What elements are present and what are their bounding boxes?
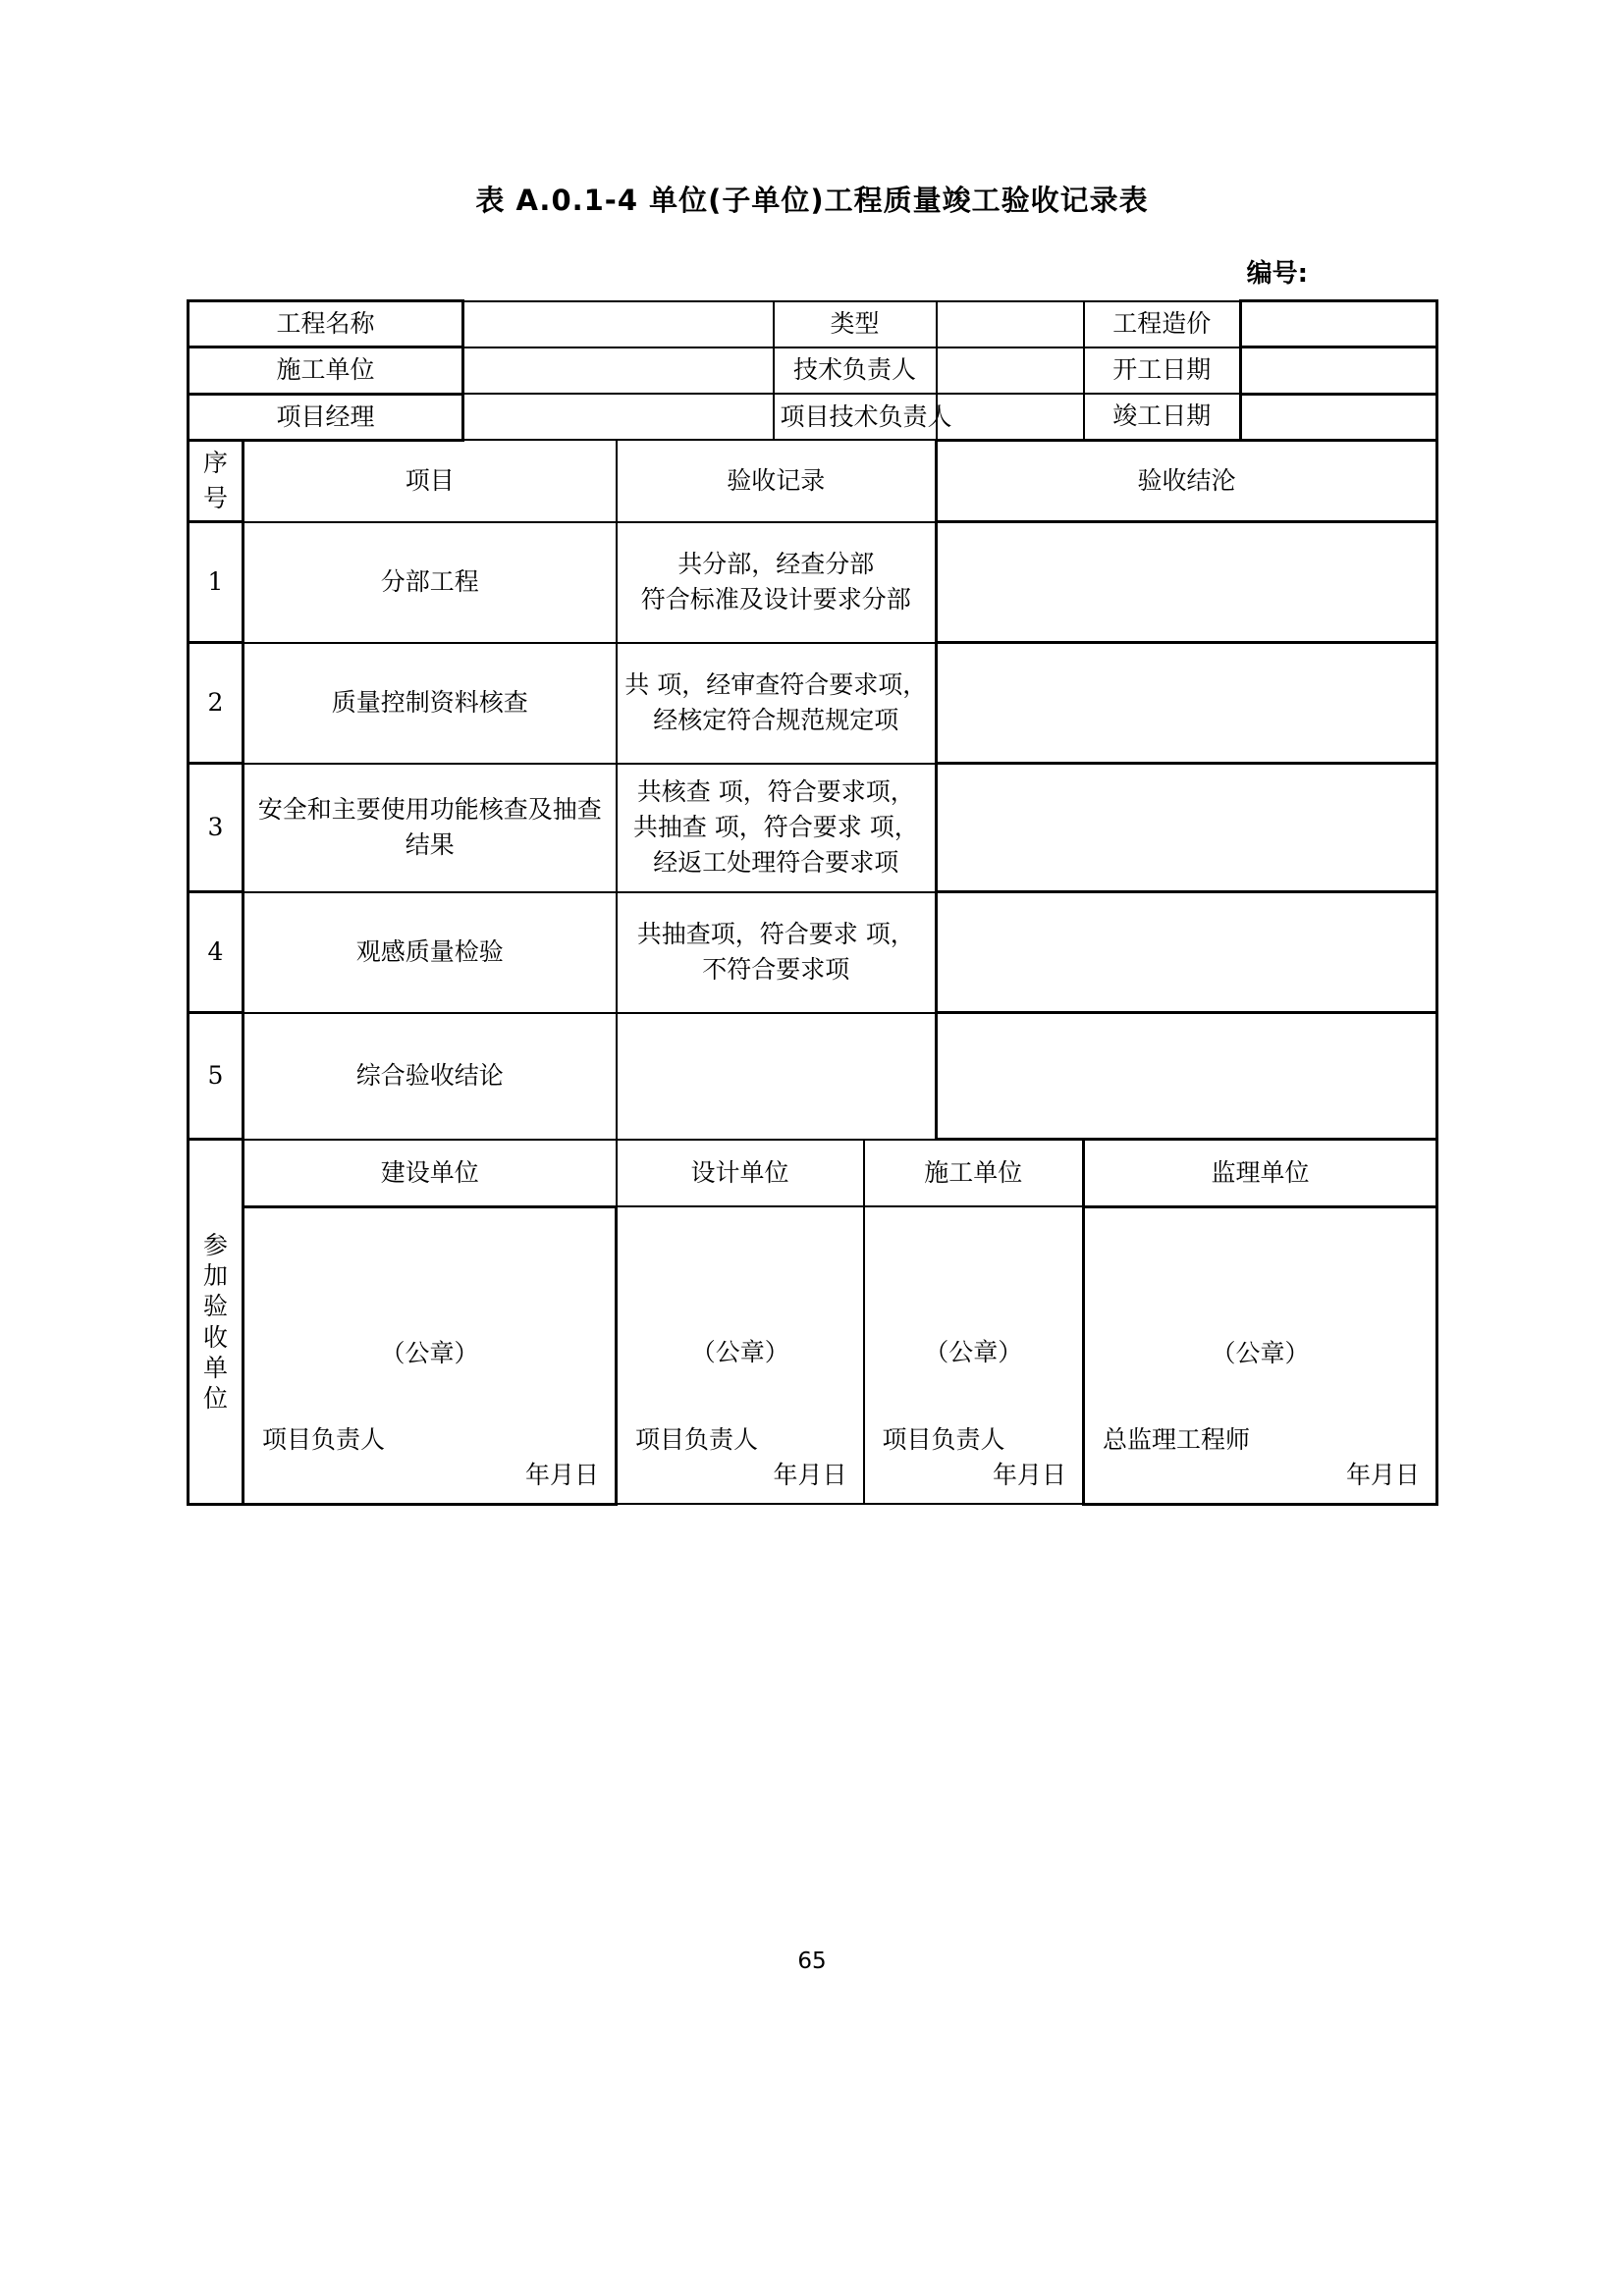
row-item-3: 安全和主要使用功能核查及抽查结果 (244, 764, 617, 892)
table-row (189, 394, 1437, 440)
signature-header-construction-unit: 施工单位 (864, 1140, 1084, 1207)
table-row (189, 522, 1437, 643)
label-construction-unit: 施工单位 (189, 347, 463, 394)
signature-person-label: 总监理工程师 (1103, 1424, 1251, 1454)
row-item-1: 分部工程 (244, 522, 617, 643)
signature-block-supervision-unit[interactable] (1084, 1206, 1437, 1504)
signature-side-label-text: 参加验收单位 (202, 1230, 228, 1413)
field-completion-date[interactable] (1241, 394, 1437, 440)
seal-placeholder: （公章） (690, 1338, 789, 1367)
signature-date-label: 年月日 (1346, 1460, 1421, 1489)
signature-date-label: 年月日 (773, 1461, 847, 1489)
row-record-1[interactable] (617, 522, 937, 643)
label-project-technical-director: 项目技术负责人 (774, 394, 937, 440)
row-record-2[interactable] (617, 643, 937, 764)
record-line: 共抽查 项，符合要求 项， (632, 813, 919, 842)
header-col-item: 项目 (244, 440, 617, 522)
row-item-5: 综合验收结论 (244, 1013, 617, 1140)
table-row (189, 643, 1437, 764)
page-number: 65 (797, 1949, 827, 1974)
signature-date-label: 年月日 (993, 1461, 1067, 1489)
record-line: 共分部，经查分部 (677, 550, 875, 578)
label-technical-director: 技术负责人 (774, 347, 937, 394)
table-row (189, 764, 1437, 892)
record-line: 经核定符合规范规定项 (653, 706, 899, 735)
record-line: 共 项，经审查符合要求项， (624, 670, 928, 699)
field-project-name[interactable] (463, 301, 774, 347)
row-conclusion-4[interactable] (937, 892, 1437, 1013)
page-title: 表 A.0.1-4 单位(子单位)工程质量竣工验收记录表 (475, 184, 1149, 217)
field-type[interactable] (937, 301, 1084, 347)
record-line: 不符合要求项 (702, 955, 850, 985)
label-type: 类型 (774, 301, 937, 347)
header-col-conclusion: 验收结沦 (937, 440, 1437, 522)
row-item-2: 质量控制资料核查 (244, 643, 617, 764)
table-row (189, 892, 1437, 1013)
field-project-manager[interactable] (463, 394, 774, 440)
table-row (189, 301, 1437, 347)
field-technical-director[interactable] (937, 347, 1084, 394)
record-line: 共抽查项，符合要求 项， (636, 920, 915, 948)
row-no-1: 1 (189, 522, 244, 643)
signature-block-construction-unit[interactable] (864, 1206, 1084, 1504)
label-start-date: 开工日期 (1084, 347, 1241, 394)
record-line: 经返工处理符合要求项 (653, 848, 899, 878)
record-line: 共核查 项，符合要求项， (636, 776, 915, 806)
label-project-cost: 工程造价 (1084, 301, 1241, 347)
table-row (189, 1140, 1437, 1207)
signature-block-construction-owner[interactable] (244, 1206, 617, 1504)
signature-date-label: 年月日 (525, 1460, 600, 1489)
label-project-manager: 项目经理 (189, 394, 463, 440)
signature-side-label (189, 1140, 244, 1505)
signature-header-supervision-unit: 监理单位 (1084, 1140, 1437, 1207)
row-record-4[interactable] (617, 892, 937, 1013)
signature-header-construction-owner: 建设单位 (244, 1140, 617, 1207)
label-project-name: 工程名称 (189, 301, 463, 347)
seal-placeholder: （公章） (380, 1338, 479, 1367)
table-row (189, 1206, 1437, 1504)
header-col-no: 序号 (189, 440, 244, 522)
field-project-cost[interactable] (1241, 301, 1437, 347)
row-no-3: 3 (189, 764, 244, 892)
row-record-5[interactable] (617, 1013, 937, 1140)
row-record-3[interactable] (617, 764, 937, 892)
table-header-row (189, 440, 1437, 522)
signature-person-label: 项目负责人 (882, 1425, 1005, 1454)
seal-placeholder: （公章） (924, 1338, 1023, 1367)
seal-placeholder: （公章） (1211, 1338, 1310, 1367)
row-conclusion-5[interactable] (937, 1013, 1437, 1140)
signature-header-design-unit: 设计单位 (617, 1140, 864, 1207)
acceptance-record-table (187, 299, 1438, 1506)
row-item-4: 观感质量检验 (244, 892, 617, 1013)
field-project-technical-director[interactable] (937, 394, 1084, 440)
form-number-label: 编号: (1246, 259, 1308, 289)
label-completion-date: 竣工日期 (1084, 394, 1241, 440)
record-line: 符合标准及设计要求分部 (640, 585, 911, 614)
header-col-record: 验收记录 (617, 440, 937, 522)
field-start-date[interactable] (1241, 347, 1437, 394)
row-conclusion-2[interactable] (937, 643, 1437, 764)
row-no-4: 4 (189, 892, 244, 1013)
field-construction-unit[interactable] (463, 347, 774, 394)
signature-person-label: 项目负责人 (635, 1425, 759, 1454)
signature-person-label: 项目负责人 (262, 1424, 386, 1454)
row-no-5: 5 (189, 1013, 244, 1140)
table-row (189, 347, 1437, 394)
signature-block-design-unit[interactable] (617, 1206, 864, 1504)
table-row (189, 1013, 1437, 1140)
row-no-2: 2 (189, 643, 244, 764)
row-conclusion-1[interactable] (937, 522, 1437, 643)
row-conclusion-3[interactable] (937, 764, 1437, 892)
